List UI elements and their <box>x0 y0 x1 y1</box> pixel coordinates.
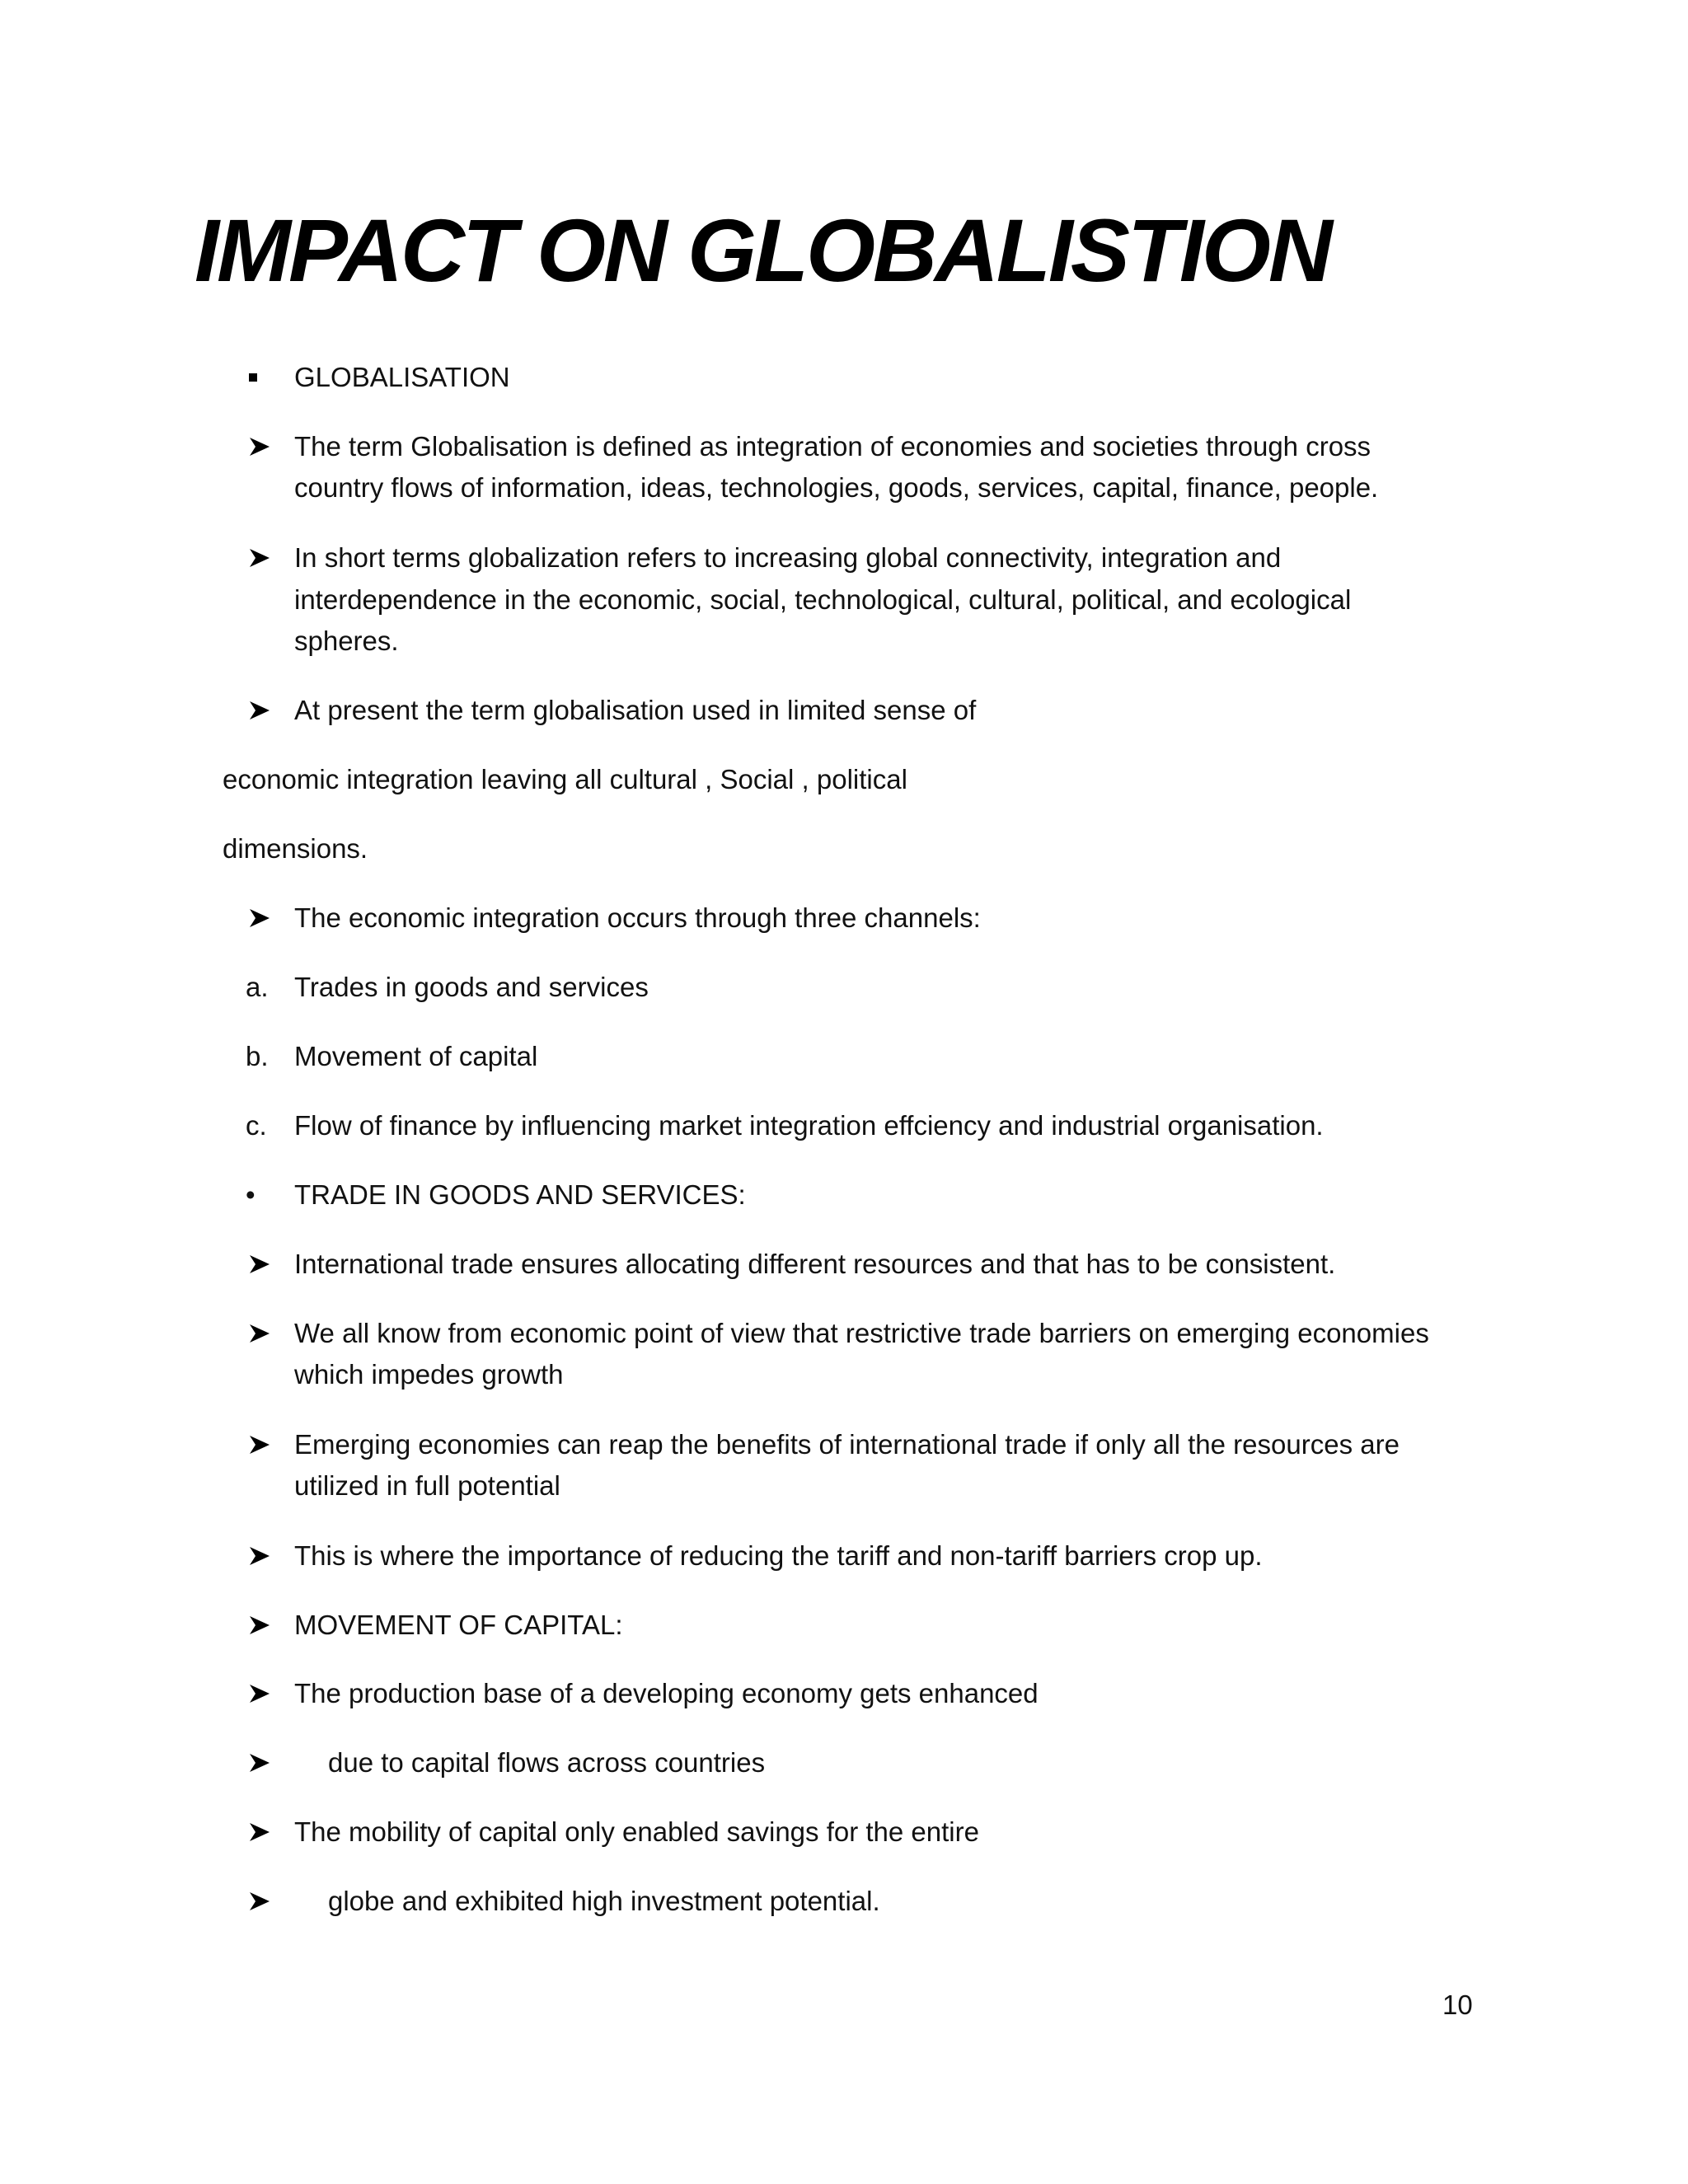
bullet-text: utilized in full potential <box>294 1470 560 1501</box>
bullet-text: International trade ensures allocating different resources and that has to be consistent. <box>294 1249 1336 1279</box>
arrow-bullet-icon <box>249 1254 270 1274</box>
arrow-bullet-icon <box>249 548 270 568</box>
square-bullet-icon <box>249 373 257 382</box>
bullet-text: The economic integration occurs through three channels: <box>294 902 981 933</box>
list-item: Movement of capital <box>294 1041 538 1071</box>
bullet-text: spheres. <box>294 626 399 656</box>
bullet-text: The production base of a developing economy gets enhanced <box>294 1678 1039 1708</box>
arrow-bullet-icon <box>249 1615 270 1635</box>
bullet-text: interdependence in the economic, social, technological, cultural, political, and ecological <box>294 584 1352 615</box>
bullet-text: This is where the importance of reducing the tariff and non-tariff barriers crop up. <box>294 1540 1263 1571</box>
page-number: 10 <box>1442 1990 1473 2020</box>
arrow-bullet-icon <box>249 1324 270 1343</box>
list-marker: a. <box>246 972 269 1002</box>
arrow-bullet-icon <box>249 1753 270 1773</box>
bullet-text: country flows of information, ideas, technologies, goods, services, capital, finance, people. <box>294 472 1379 503</box>
arrow-bullet-icon <box>249 1546 270 1566</box>
list-marker: c. <box>246 1110 267 1141</box>
bullet-text: The mobility of capital only enabled savings for the entire <box>294 1816 979 1847</box>
bullet-text: Emerging economies can reap the benefits of international trade if only all the resources are <box>294 1429 1400 1460</box>
arrow-bullet-icon <box>249 1822 270 1842</box>
section-heading-trade: TRADE IN GOODS AND SERVICES: <box>294 1179 746 1210</box>
paragraph-text: economic integration leaving all cultural , Social , political <box>223 764 907 794</box>
paragraph-text: dimensions. <box>223 833 368 864</box>
arrow-bullet-icon <box>249 1435 270 1455</box>
bullet-text: The term Globalisation is defined as integration of economies and societies through cross <box>294 431 1372 462</box>
arrow-bullet-icon <box>249 1684 270 1704</box>
list-marker: b. <box>246 1041 269 1071</box>
page-title: IMPACT ON GLOBALISTION <box>195 200 1330 300</box>
list-item: Trades in goods and services <box>294 972 649 1002</box>
dot-bullet: • <box>246 1179 256 1210</box>
arrow-bullet-icon <box>249 908 270 928</box>
bullet-text: At present the term globalisation used in limited sense of <box>294 695 977 725</box>
bullet-text: globe and exhibited high investment potential. <box>328 1886 880 1916</box>
section-heading-capital: MOVEMENT OF CAPITAL: <box>294 1610 623 1640</box>
arrow-bullet-icon <box>249 437 270 457</box>
section-heading-globalisation: GLOBALISATION <box>294 362 510 392</box>
bullet-text: due to capital flows across countries <box>328 1747 766 1778</box>
list-item: Flow of finance by influencing market integration effciency and industrial organisation. <box>294 1110 1324 1141</box>
arrow-bullet-icon <box>249 701 270 720</box>
arrow-bullet-icon <box>249 1891 270 1911</box>
bullet-text: We all know from economic point of view that restrictive trade barriers on emerging economies <box>294 1318 1429 1348</box>
bullet-text: which impedes growth <box>294 1359 564 1390</box>
bullet-text: In short terms globalization refers to increasing global connectivity, integration and <box>294 542 1282 573</box>
